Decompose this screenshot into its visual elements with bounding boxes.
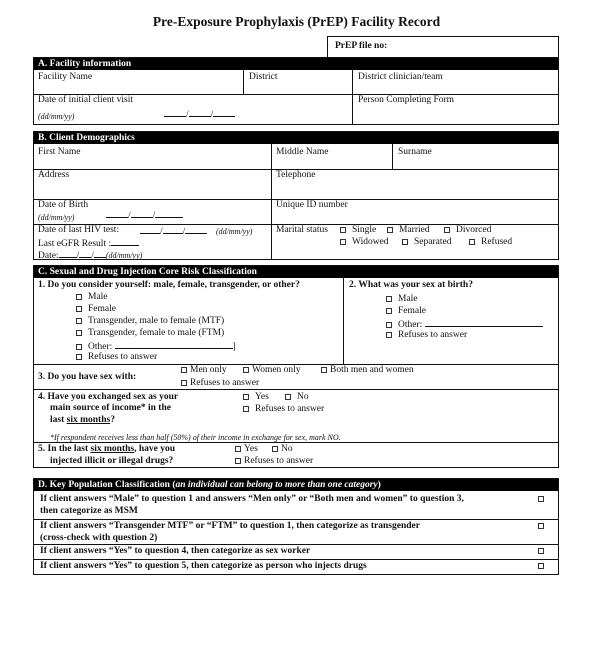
last-hiv-test-label: Date of last HIV test:	[38, 225, 120, 235]
q4-question-line1: 4. Have you exchanged sex as your	[38, 392, 179, 402]
q2-male-option[interactable]: Male	[386, 294, 418, 305]
checkbox-icon[interactable]	[272, 446, 278, 452]
egfr-label: Last eGFR Result :	[38, 237, 139, 250]
marital-refused-option[interactable]: Refused	[469, 237, 512, 248]
q1-male-option[interactable]: Male	[76, 292, 108, 303]
q2-female-option[interactable]: Female	[386, 306, 426, 317]
dob-input[interactable]: / /	[106, 209, 183, 222]
checkbox-icon[interactable]	[76, 318, 82, 324]
q2-question: 2. What was your sex at birth?	[349, 280, 473, 290]
q5-question-line2: injected illicit or illegal drugs?	[50, 456, 174, 466]
checkbox-icon[interactable]	[402, 239, 408, 245]
initial-visit-date-input[interactable]: / /	[164, 108, 235, 121]
q5-refuses-option[interactable]: Refuses to answer	[235, 456, 313, 467]
marital-married-option[interactable]: Married	[387, 225, 430, 236]
q3-refuses-option[interactable]: Refuses to answer	[181, 378, 259, 389]
q1-mtf-option[interactable]: Transgender, male to female (MTF)	[76, 316, 224, 327]
kp-msm-checkbox[interactable]	[538, 496, 544, 502]
unique-id-field[interactable]: Unique ID number	[276, 200, 348, 210]
checkbox-icon[interactable]	[386, 332, 392, 338]
q5-no-option[interactable]: No	[272, 444, 293, 455]
section-c	[33, 265, 559, 468]
checkbox-icon[interactable]	[321, 367, 327, 373]
q2-other-option[interactable]: Other:	[386, 318, 543, 331]
last-hiv-format-hint: (dd/mm/yy)	[216, 227, 253, 236]
kp-rule-pwid: If client answers “Yes” to question 5, then categorize as person who injects drugs	[40, 561, 367, 571]
checkbox-icon[interactable]	[386, 308, 392, 314]
checkbox-icon[interactable]	[76, 344, 82, 350]
kp-transgender-checkbox[interactable]	[538, 523, 544, 529]
dob-label: Date of Birth	[38, 200, 89, 210]
telephone-field[interactable]: Telephone	[276, 170, 316, 180]
checkbox-icon[interactable]	[243, 367, 249, 373]
prep-file-no-field[interactable]	[327, 36, 559, 58]
q1-female-option[interactable]: Female	[76, 304, 116, 315]
marital-divorced-option[interactable]: Divorced	[444, 225, 491, 236]
kp-rule-msm-line2: then categorize as MSM	[40, 506, 138, 516]
marital-single-option[interactable]: Single	[340, 225, 376, 236]
facility-name-field[interactable]: Facility Name	[38, 72, 93, 82]
last-hiv-test-input[interactable]: / /	[140, 225, 207, 238]
section-b	[33, 131, 559, 260]
marital-status-label: Marital status	[276, 225, 328, 235]
checkbox-icon[interactable]	[387, 227, 393, 233]
q1-other-option[interactable]: Other: ]	[76, 340, 236, 353]
q5-yes-option[interactable]: Yes	[235, 444, 258, 455]
q4-question-line3: last six months?	[50, 415, 115, 425]
q4-refuses-option[interactable]: Refuses to answer	[243, 404, 324, 415]
district-field[interactable]: District	[249, 72, 278, 82]
q3-both-option[interactable]: Both men and women	[321, 365, 414, 376]
q1-refuses-option[interactable]: Refuses to answer	[76, 352, 157, 363]
checkbox-icon[interactable]	[76, 330, 82, 336]
checkbox-icon[interactable]	[76, 306, 82, 312]
checkbox-icon[interactable]	[340, 227, 346, 233]
section-b-header: B. Client Demographics	[34, 132, 558, 144]
q4-footnote: *If respondent receives less than half (50%) of their income in exchange for sex, mark NO.	[50, 433, 341, 442]
section-d-header: D. Key Population Classification (an individual can belong to more than one category)	[34, 479, 558, 491]
dob-format-hint: (dd/mm/yy)	[38, 213, 75, 222]
person-completing-field[interactable]: Person Completing Form	[358, 95, 455, 105]
checkbox-icon[interactable]	[285, 394, 291, 400]
q3-question: 3. Do you have sex with:	[38, 372, 137, 382]
section-d	[33, 478, 559, 575]
checkbox-icon[interactable]	[235, 446, 241, 452]
egfr-date-input[interactable]: Date: / / (dd/mm/yy)	[38, 251, 143, 261]
q1-ftm-option[interactable]: Transgender, female to male (FTM)	[76, 328, 224, 339]
section-a	[33, 57, 559, 125]
q4-yes-option[interactable]: Yes	[243, 392, 269, 403]
marital-widowed-option[interactable]: Widowed	[340, 237, 389, 248]
q1-question: 1. Do you consider yourself: male, female, transgender, or other?	[38, 280, 300, 290]
checkbox-icon[interactable]	[243, 406, 249, 412]
middle-name-field[interactable]: Middle Name	[276, 147, 329, 157]
q3-women-only-option[interactable]: Women only	[243, 365, 301, 376]
kp-rule-sex-worker: If client answers “Yes” to question 4, then categorize as sex worker	[40, 546, 311, 556]
initial-visit-date-label: Date of initial client visit	[38, 95, 133, 105]
surname-field[interactable]: Surname	[398, 147, 432, 157]
checkbox-icon[interactable]	[76, 354, 82, 360]
date-format-hint: (dd/mm/yy)	[38, 112, 75, 121]
marital-separated-option[interactable]: Separated	[402, 237, 451, 248]
kp-rule-msm-line1: If client answers “Male” to question 1 and answers “Men only” or “Both men and women” to question 3,	[40, 494, 464, 504]
checkbox-icon[interactable]	[235, 458, 241, 464]
q3-men-only-option[interactable]: Men only	[181, 365, 227, 376]
first-name-field[interactable]: First Name	[38, 147, 81, 157]
q2-refuses-option[interactable]: Refuses to answer	[386, 330, 467, 341]
kp-sex-worker-checkbox[interactable]	[538, 548, 544, 554]
kp-pwid-checkbox[interactable]	[538, 563, 544, 569]
district-clinician-field[interactable]: District clinician/team	[358, 72, 443, 82]
checkbox-icon[interactable]	[444, 227, 450, 233]
q5-question-line1: 5. In the last six months, have you	[38, 444, 176, 454]
kp-rule-transgender-line1: If client answers “Transgender MTF” or “FTM” to question 1, then categorize as transgender	[40, 521, 420, 531]
address-field[interactable]: Address	[38, 170, 70, 180]
checkbox-icon[interactable]	[76, 294, 82, 300]
checkbox-icon[interactable]	[181, 380, 187, 386]
section-a-header: A. Facility information	[34, 58, 558, 70]
checkbox-icon[interactable]	[340, 239, 346, 245]
page-title: Pre-Exposure Prophylaxis (PrEP) Facility Record	[152, 14, 441, 29]
checkbox-icon[interactable]	[243, 394, 249, 400]
q4-question-line2: main source of income* in the	[50, 403, 171, 413]
checkbox-icon[interactable]	[469, 239, 475, 245]
checkbox-icon[interactable]	[181, 367, 187, 373]
checkbox-icon[interactable]	[386, 322, 392, 328]
kp-rule-transgender-line2: (cross-check with question 2)	[40, 533, 158, 543]
prep-file-no-label: PrEP file no:	[335, 41, 388, 51]
section-c-header: C. Sexual and Drug Injection Core Risk Classification	[34, 266, 558, 278]
q4-no-option[interactable]: No	[285, 392, 309, 403]
checkbox-icon[interactable]	[386, 296, 392, 302]
